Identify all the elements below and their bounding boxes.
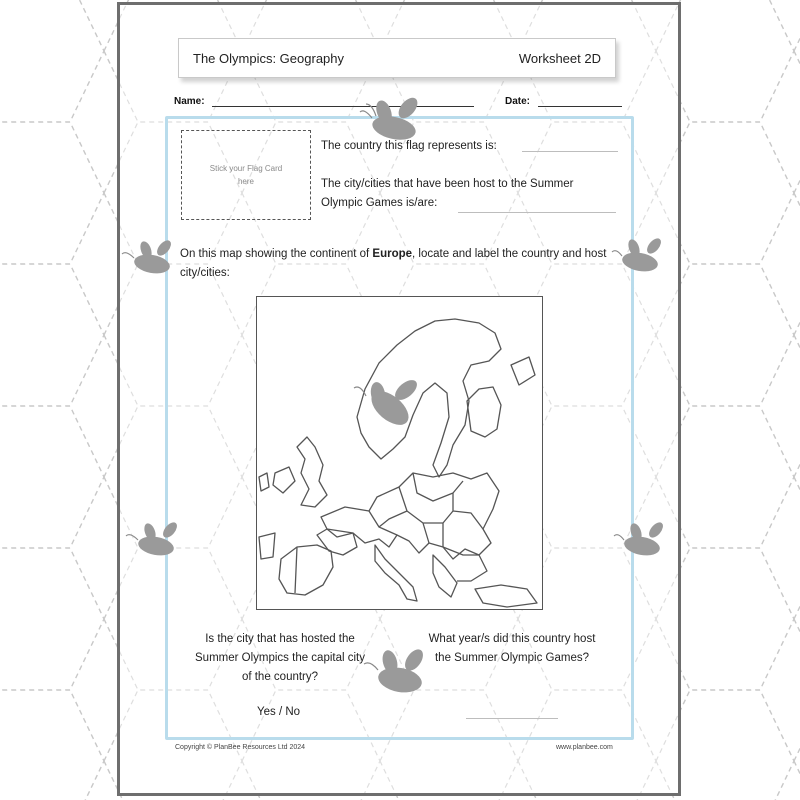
capital-question: Is the city that has hosted the Summer Olympics the capital city of the country? [195, 633, 365, 683]
bee-icon [350, 372, 434, 432]
bee-icon [358, 90, 438, 150]
country-question: The country this flag represents is: [321, 140, 497, 152]
host-cities-question: The city/cities that have been host to the Summer Olympic Games is/are: [321, 178, 574, 209]
map-instruction [180, 245, 620, 283]
bee-icon [362, 642, 442, 702]
host-cities-answer-line[interactable] [458, 212, 616, 213]
worksheet-header [178, 38, 616, 78]
name-label: Name: [174, 96, 205, 107]
years-question: What year/s did this country host the Summer Olympic Games? [428, 633, 596, 664]
continent-name: Europe [372, 248, 413, 260]
country-answer-line[interactable] [522, 151, 618, 152]
flag-card-area[interactable] [181, 130, 311, 220]
capital-answer-options[interactable]: Yes / No [257, 706, 301, 718]
date-label: Date: [505, 96, 531, 107]
bee-icon [610, 236, 674, 278]
map-instruction-end: , locate and label the country and host city/cities: [180, 248, 607, 279]
website-text: www.planbee.com [556, 744, 613, 751]
copyright-text: Copyright © PlanBee Resources Ltd 2024 [175, 744, 306, 751]
europe-map [257, 297, 541, 608]
date-field[interactable] [538, 106, 622, 107]
bee-icon [124, 518, 188, 562]
worksheet-number: Worksheet 2D [518, 50, 601, 66]
years-answer-line[interactable] [466, 718, 558, 719]
europe-map-frame[interactable] [256, 296, 543, 610]
flag-card-placeholder: Stick your Flag Card here [209, 164, 283, 186]
bee-icon [612, 520, 676, 562]
bee-icon [118, 238, 182, 280]
worksheet-title: The Olympics: Geography [193, 50, 345, 66]
map-instruction-start: On this map showing the continent of [180, 248, 373, 260]
